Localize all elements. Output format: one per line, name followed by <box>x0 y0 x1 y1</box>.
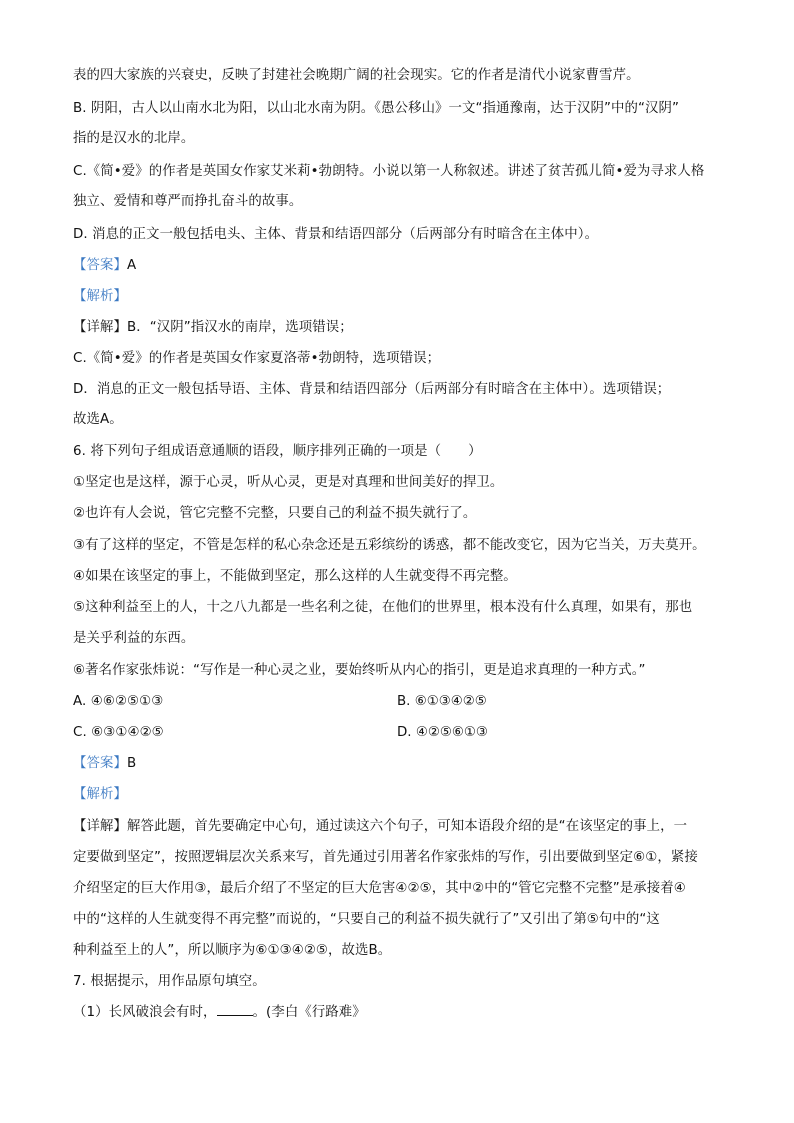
q6-answer <box>73 754 733 774</box>
detail-tag: 【详解】 <box>73 320 127 335</box>
q7-item1-suffix: 。(李白《行路难》 <box>252 1005 366 1020</box>
answer-value: A <box>126 258 137 273</box>
q6-sentence-1: ①坚定也是这样，源于心灵，听从心灵，更是对真理和世间美好的捍卫。 <box>73 475 504 490</box>
q5-detail-line1 <box>73 318 733 338</box>
q6-option-b: B. ⑥①③④②⑤ <box>397 694 487 709</box>
q6-stem: 6. 将下列句子组成语意通顺的语段，顺序排列正确的一项是（ ） <box>73 444 482 459</box>
detail-tag: 【详解】 <box>73 819 127 834</box>
q5-detail-line2: C.《简•爱》的作者是英国女作家夏洛蒂•勃朗特，选项错误； <box>73 351 441 366</box>
answer-value: B <box>126 756 137 771</box>
q6-sentence-5-line1: ⑤这种利益至上的人，十之八九都是一些名利之徒，在他们的世界里，根本没有什么真理，如果有，那也 <box>73 600 693 615</box>
q5-option-a-continuation: 表的四大家族的兴衰史，反映了封建社会晚期广阔的社会现实。它的作者是清代小说家曹雪芹。 <box>73 68 640 83</box>
q6-sentence-5-line2: 是关乎利益的东西。 <box>73 631 195 646</box>
q6-detail-line1 <box>73 817 733 837</box>
q5-analysis-tag: 【解析】 <box>73 289 127 304</box>
q5-detail-line3: D．消息的正文一般包括导语、主体、背景和结语四部分（后两部分有时暗含在主体中）。选项错误； <box>73 382 671 397</box>
fill-blank[interactable] <box>217 1003 253 1016</box>
detail-text: B．“汉阴”指汉水的南岸，选项错误； <box>126 320 353 335</box>
q6-analysis-tag: 【解析】 <box>73 787 127 802</box>
q6-detail-line5: 种利益至上的人”，所以顺序为⑥①③④②⑤，故选B。 <box>73 943 392 958</box>
q6-option-d: D. ④②⑤⑥①③ <box>397 725 488 740</box>
detail-text: 解答此题，首先要确定中心句，通过读这六个句子，可知本语段介绍的是“在该坚定的事上，一 <box>126 819 688 834</box>
q6-option-a: A. ④⑥②⑤①③ <box>73 694 164 709</box>
answer-tag: 【答案】 <box>73 756 127 771</box>
q6-sentence-6: ⑥著名作家张炜说：“写作是一种心灵之业，要始终听从内心的指引，更是追求真理的一种方式。” <box>73 663 646 678</box>
q5-option-d: D. 消息的正文一般包括电头、主体、背景和结语四部分（后两部分有时暗含在主体中）。 <box>73 227 599 242</box>
q6-detail-line2: 定要做到坚定”，按照逻辑层次关系来写，首先通过引用著名作家张炜的写作，引出要做到坚定⑥①，紧接 <box>73 850 698 865</box>
q6-sentence-2: ②也许有人会说，管它完整不完整，只要自己的利益不损失就行了。 <box>73 506 477 521</box>
q5-answer <box>73 256 733 276</box>
q5-option-c-line1: C.《简•爱》的作者是英国女作家艾米莉•勃朗特。小说以第一人称叙述。讲述了贫苦孤儿简•爱为寻求人格 <box>73 164 705 179</box>
q5-option-b-line1: B. 阴阳，古人以山南水北为阳，以山北水南为阴。《愚公移山》一文“指通豫南，达于汉阴”中的“汉阴” <box>73 101 680 116</box>
answer-tag: 【答案】 <box>73 258 127 273</box>
q6-option-c: C. ⑥③①④②⑤ <box>73 725 164 740</box>
q6-detail-line4: 中的“这样的人生就变得不再完整”而说的，“只要自己的利益不损失就行了”又引出了第⑤句中的“这 <box>73 912 660 927</box>
q5-option-b-line2: 指的是汉水的北岸。 <box>73 131 195 146</box>
q6-sentence-3: ③有了这样的坚定，不管是怎样的私心杂念还是五彩缤纷的诱惑，都不能改变它，因为它当关，万夫莫开。 <box>73 538 706 553</box>
q6-sentence-4: ④如果在该坚定的事上，不能做到坚定，那么这样的人生就变得不再完整。 <box>73 569 517 584</box>
q5-detail-line4: 故选A。 <box>73 412 123 427</box>
q7-stem: 7. 根据提示，用作品原句填空。 <box>73 974 266 989</box>
q7-item-1 <box>73 1003 733 1023</box>
q6-detail-line3: 介绍坚定的巨大作用③，最后介绍了不坚定的巨大危害④②⑤，其中②中的“管它完整不完整”是承接着④ <box>73 881 686 896</box>
q7-item1-prefix: （1）长风破浪会有时， <box>73 1005 217 1020</box>
q5-option-c-line2: 独立、爱情和尊严而挣扎奋斗的故事。 <box>73 194 303 209</box>
